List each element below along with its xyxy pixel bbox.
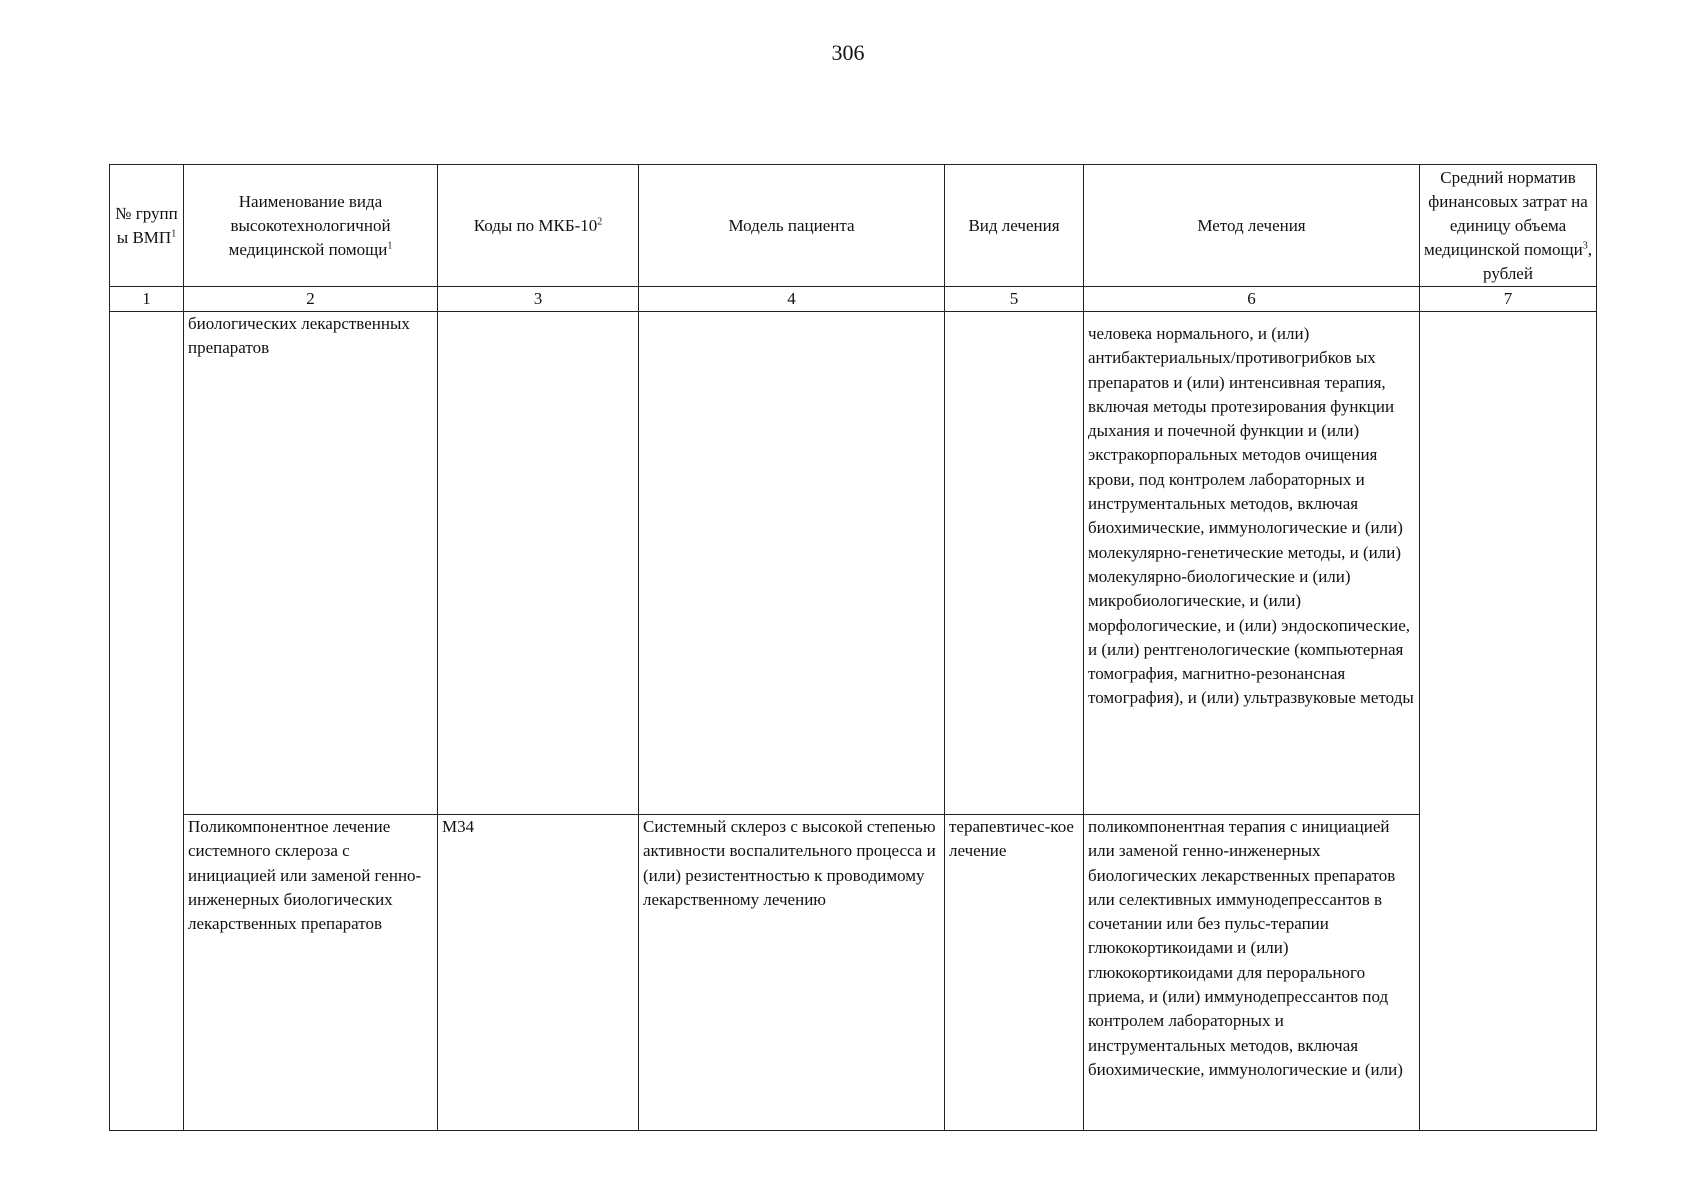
header-average-cost	[1420, 165, 1597, 287]
header-row	[110, 165, 1597, 287]
header-group-number	[110, 165, 184, 287]
column-number: 4	[639, 287, 945, 312]
header-text-suffix: , рублей	[1483, 239, 1592, 283]
header-text: Коды по МКБ-10	[473, 215, 598, 235]
average-cost-cell	[1420, 312, 1597, 1131]
header-text: Модель пациента	[728, 215, 855, 235]
header-text: Наименование вида высокотехнологичной медицинской помощи	[228, 191, 391, 259]
column-number: 3	[438, 287, 639, 312]
patient-model-cell	[639, 312, 945, 815]
treatment-method-cell: поликомпонентная терапия с инициацией или заменой генно-инженерных биологических лекарственных препаратов или селективных иммунодепрессантов в сочетании или без пульс-терапии глюкокортикоидами и (или) глюкокортикоидами для перорального приема, и (или) иммунодепрессантов под контролем лабораторных и инструментальных методов, включая биохимические, иммунологические и (или)	[1084, 815, 1420, 1131]
column-number-row	[110, 287, 1597, 312]
footnote-mark: 1	[387, 239, 393, 251]
column-number: 7	[1420, 287, 1597, 312]
vmp-table	[109, 164, 1597, 1131]
patient-model-cell: Системный склероз с высокой степенью активности воспалительного процесса и (или) резистентностью к проводимому лекарственному лечению	[639, 815, 945, 1131]
footnote-mark: 1	[171, 227, 177, 239]
footnote-mark: 2	[597, 215, 603, 227]
header-text: Метод лечения	[1197, 215, 1306, 235]
header-icd-codes	[438, 165, 639, 287]
treatment-type-cell: терапевтичес-кое лечение	[945, 815, 1084, 1131]
header-patient-model	[639, 165, 945, 287]
footnote-mark: 3	[1582, 239, 1588, 251]
column-number: 6	[1084, 287, 1420, 312]
header-text: Средний норматив финансовых затрат на единицу объема медицинской помощи	[1424, 167, 1588, 259]
header-text: Вид лечения	[968, 215, 1060, 235]
column-number: 5	[945, 287, 1084, 312]
icd-codes-cell: M34	[438, 815, 639, 1131]
care-type-cell: биологических лекарственных препаратов	[184, 312, 438, 815]
care-type-cell: Поликомпонентное лечение системного склероза с инициацией или заменой генно-инженерных биологических лекарственных препаратов	[184, 815, 438, 1131]
header-treatment-method	[1084, 165, 1420, 287]
header-care-type	[184, 165, 438, 287]
treatment-type-cell	[945, 312, 1084, 815]
header-text: № групп ы ВМП	[115, 203, 178, 247]
page-number: 306	[831, 40, 865, 65]
column-number: 1	[110, 287, 184, 312]
table-row	[110, 312, 1597, 815]
icd-codes-cell	[438, 312, 639, 815]
treatment-method-cell: человека нормального, и (или) антибактериальных/противогрибков ых препаратов и (или) интенсивная терапия, включая методы протезирования функции дыхания и почечной функции и (или) экстракорпоральных методов очищения крови, под контролем лабораторных и инструментальных методов, включая биохимические, иммунологические и (или) молекулярно-генетические методы, и (или) молекулярно-биологические и (или) микробиологические, и (или) морфологические, и (или) эндоскопические, и (или) рентгенологические (компьютерная томография, магнитно-резонансная томография), и (или) ультразвуковые методы	[1084, 312, 1420, 815]
column-number: 2	[184, 287, 438, 312]
table-row	[110, 815, 1597, 1131]
header-treatment-type	[945, 165, 1084, 287]
group-number-cell	[110, 312, 184, 1131]
